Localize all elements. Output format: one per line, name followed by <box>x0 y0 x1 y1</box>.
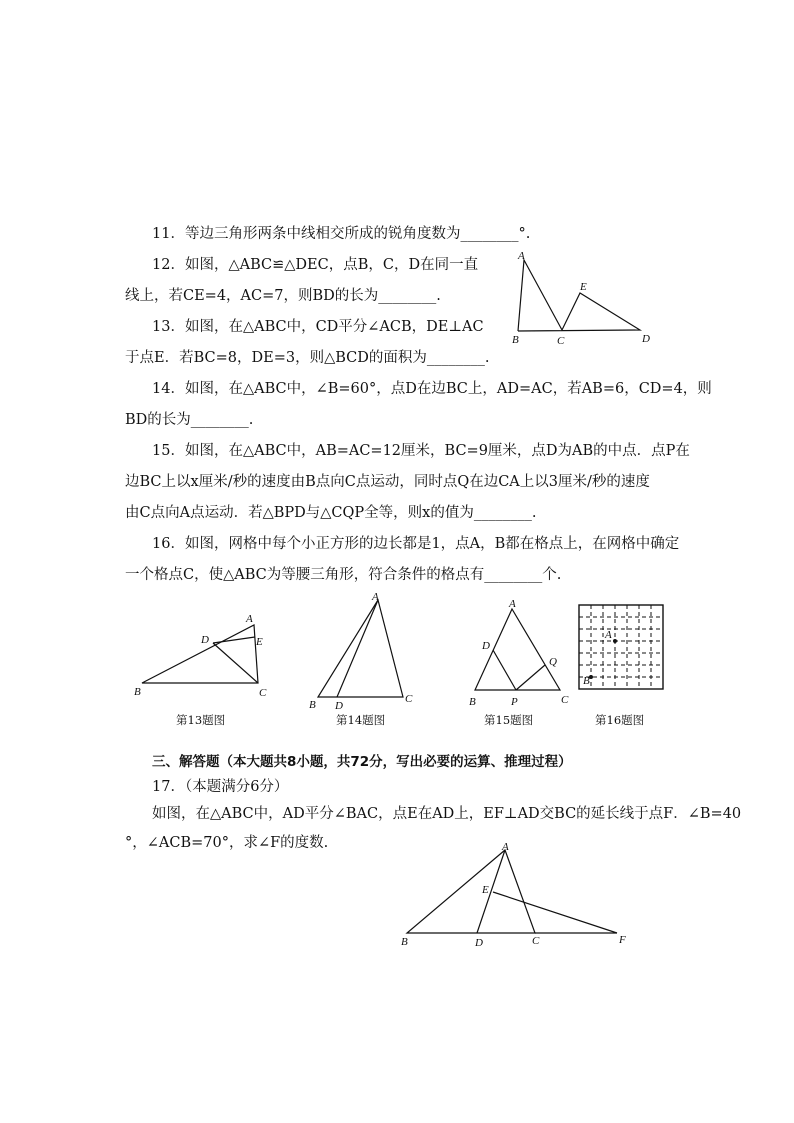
section-3-heading: 三、解答题（本大题共8小题，共72分，写出必要的运算、推理过程） <box>152 754 572 770</box>
question-15-line2: 边BC上以x厘米/秒的速度由B点向C点运动，同时点Q在边CA上以3厘米/秒的速度 <box>125 474 650 490</box>
caption-figure-16: 第16题图 <box>595 713 645 727</box>
figure-17 <box>395 838 640 953</box>
fig12-label-C: C <box>557 335 565 347</box>
fig12-label-A: A <box>518 250 525 262</box>
figure-13 <box>130 610 280 700</box>
fig17-label-D: D <box>475 937 483 949</box>
question-16-line1: 16．如图，网格中每个小正方形的边长都是1，点A，B都在格点上，在网格中确定 <box>152 536 680 552</box>
fig13-label-B: B <box>134 686 141 698</box>
caption-figure-13: 第13题图 <box>176 713 226 727</box>
fig14-label-D: D <box>335 700 343 710</box>
fig13-label-A: A <box>246 613 253 625</box>
caption-figure-14: 第14题图 <box>336 713 386 727</box>
figure-12 <box>500 248 660 348</box>
figure-15 <box>465 595 585 710</box>
caption-figure-15: 第15题图 <box>484 713 534 727</box>
fig13-label-C: C <box>259 687 267 699</box>
grid-point-A <box>613 639 617 643</box>
question-14-line2: BD的长为________. <box>125 412 254 428</box>
question-12-line2: 线上，若CE=4，AC=7，则BD的长为________. <box>125 288 441 304</box>
fig12-label-D: D <box>642 333 650 345</box>
question-13-line2: 于点E．若BC=8，DE=3，则△BCD的面积为________. <box>125 350 490 366</box>
figure-14 <box>305 590 425 710</box>
question-16-line2: 一个格点C，使△ABC为等腰三角形，符合条件的格点有________个. <box>125 567 562 583</box>
question-12-line1: 12．如图，△ABC≌△DEC，点B，C，D在同一直 <box>152 257 479 273</box>
fig13-label-E: E <box>256 636 263 648</box>
question-13-line1: 13．如图，在△ABC中，CD平分∠ACB，DE⊥AC <box>152 319 484 335</box>
fig15-label-B: B <box>469 696 476 708</box>
fig15-label-Q: Q <box>549 656 557 668</box>
fig12-label-B: B <box>512 334 519 346</box>
fig17-label-C: C <box>532 935 540 947</box>
fig12-label-E: E <box>580 281 587 293</box>
fig13-label-D: D <box>201 634 209 646</box>
question-15-line1: 15．如图，在△ABC中，AB=AC=12厘米，BC=9厘米，点D为AB的中点．点P在 <box>152 443 690 459</box>
fig17-label-E: E <box>482 884 489 896</box>
question-17-title: 17．（本题满分6分） <box>152 779 289 795</box>
fig17-label-A: A <box>502 841 509 853</box>
fig15-label-A: A <box>509 598 516 610</box>
fig14-label-B: B <box>309 699 316 710</box>
figure-16 <box>577 603 667 693</box>
question-11: 11．等边三角形两条中线相交所成的锐角度数为________°. <box>152 226 531 242</box>
fig14-label-C: C <box>405 693 413 705</box>
fig15-label-D: D <box>482 640 490 652</box>
fig17-label-B: B <box>401 936 408 948</box>
fig15-label-P: P <box>511 696 518 708</box>
question-15-line3: 由C点向A点运动．若△BPD与△CQP全等，则x的值为________. <box>125 505 537 521</box>
fig15-label-C: C <box>561 694 569 706</box>
fig16-label-B: B <box>583 675 590 687</box>
fig14-label-A: A <box>372 591 379 603</box>
fig17-label-F: F <box>619 934 626 946</box>
fig16-label-A: A <box>605 629 612 641</box>
question-17-line1: 如图，在△ABC中，AD平分∠BAC，点E在AD上，EF⊥AD交BC的延长线于点F．∠B=40 <box>152 806 742 822</box>
question-17-line2: °，∠ACB=70°，求∠F的度数. <box>125 835 329 851</box>
question-14-line1: 14．如图，在△ABC中，∠B=60°，点D在边BC上，AD=AC，若AB=6，CD=4，则 <box>152 381 712 397</box>
